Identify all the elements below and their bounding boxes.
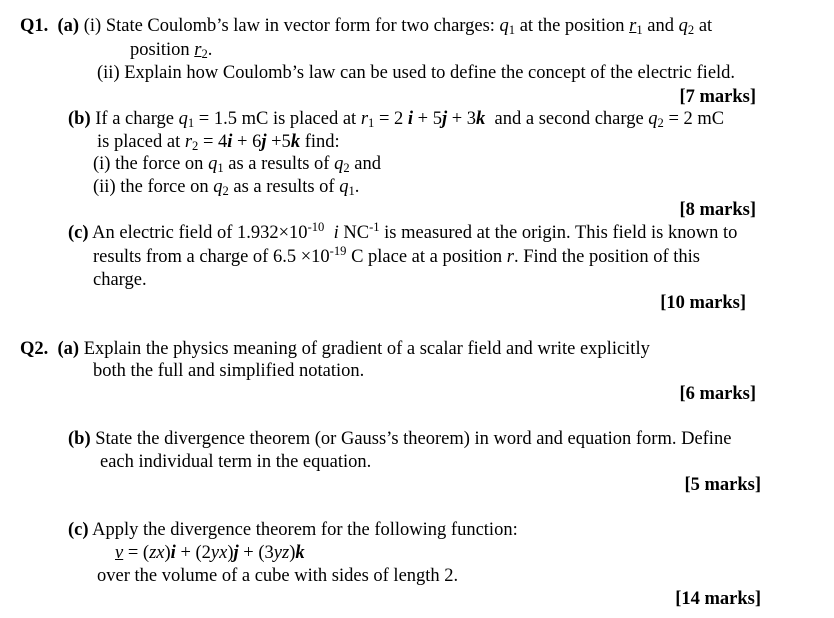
- q2-number: Q2.: [20, 339, 49, 359]
- q1-line-c3: charge.: [93, 270, 147, 290]
- q2-line-b2: each individual term in the equation.: [100, 452, 372, 472]
- q2-line-a2: both the full and simplified notation.: [93, 361, 365, 381]
- q1-a-label: (a): [57, 16, 80, 36]
- q1-line-a-i-cont: position $r_2$.: [130, 40, 213, 62]
- q1-a-i-text: State Coulomb’s law in vector form for two charges:: [105, 16, 495, 36]
- q1-number: Q1.: [20, 16, 49, 36]
- q2-line-c2: over the volume of a cube with sides of length 2.: [97, 566, 459, 586]
- q1-a-marks: [7 marks]: [679, 87, 756, 107]
- q1-c-label: (c): [68, 223, 89, 243]
- q1-line-b-ii: (ii) the force on $q_2$ as a results of $q_1$.: [93, 177, 360, 199]
- q1-line-a-i: Q1. (a) (i) State Coulomb’s law in vector form for two charges: $q_1$ at the position $r_1$ and $q_2$ at: [20, 16, 713, 38]
- q2-line-a1: Q2. (a) Explain the physics meaning of gradient of a scalar field and write explicitly: [20, 339, 650, 359]
- q1-line-c1: (c) An electric field of $1.932\times 10^{-10}$ i $NC^{-1}$ is measured at the origin. This field is known to: [68, 220, 738, 243]
- q2-a-label: (a): [57, 339, 80, 359]
- q2-b-marks: [5 marks]: [684, 475, 761, 495]
- q1-line-b-cont: is placed at $r_2 = 4i + 6j +5k$ find:: [97, 132, 340, 154]
- q1-line-b: (b) If a charge $q_1 = 1.5$ mC is placed at $r_1 = 2$ i + 5j + 3k and a second charge $q_2 = 2$ mC: [68, 109, 725, 131]
- q2-c-marks: [14 marks]: [675, 589, 761, 609]
- q2-line-b1: (b) State the divergence theorem (or Gauss’s theorem) in word and equation form. Define: [68, 429, 732, 449]
- q2-function: v = (zx)i + (2yx)j + (3yz)k: [115, 543, 305, 563]
- q1-b-marks: [8 marks]: [679, 200, 756, 220]
- q2-line-c1: (c) Apply the divergence theorem for the following function:: [68, 520, 518, 540]
- q1-line-a-ii: (ii) Explain how Coulomb’s law can be used to define the concept of the electric field.: [97, 63, 736, 83]
- q2-a-marks: [6 marks]: [679, 384, 756, 404]
- q2-b-label: (b): [68, 429, 91, 449]
- q1-line-b-i: (i) the force on $q_1$ as a results of $q_2$ and: [93, 154, 381, 176]
- q1-b-label: (b): [68, 109, 91, 129]
- q1-c-marks: [10 marks]: [660, 293, 746, 313]
- q1-a-i-label: (i): [83, 16, 102, 36]
- q1-line-c2: results from a charge of $6.5 \times 10^{-19}$ C place at a position r. Find the position of this: [93, 244, 700, 267]
- q2-c-label: (c): [68, 520, 89, 540]
